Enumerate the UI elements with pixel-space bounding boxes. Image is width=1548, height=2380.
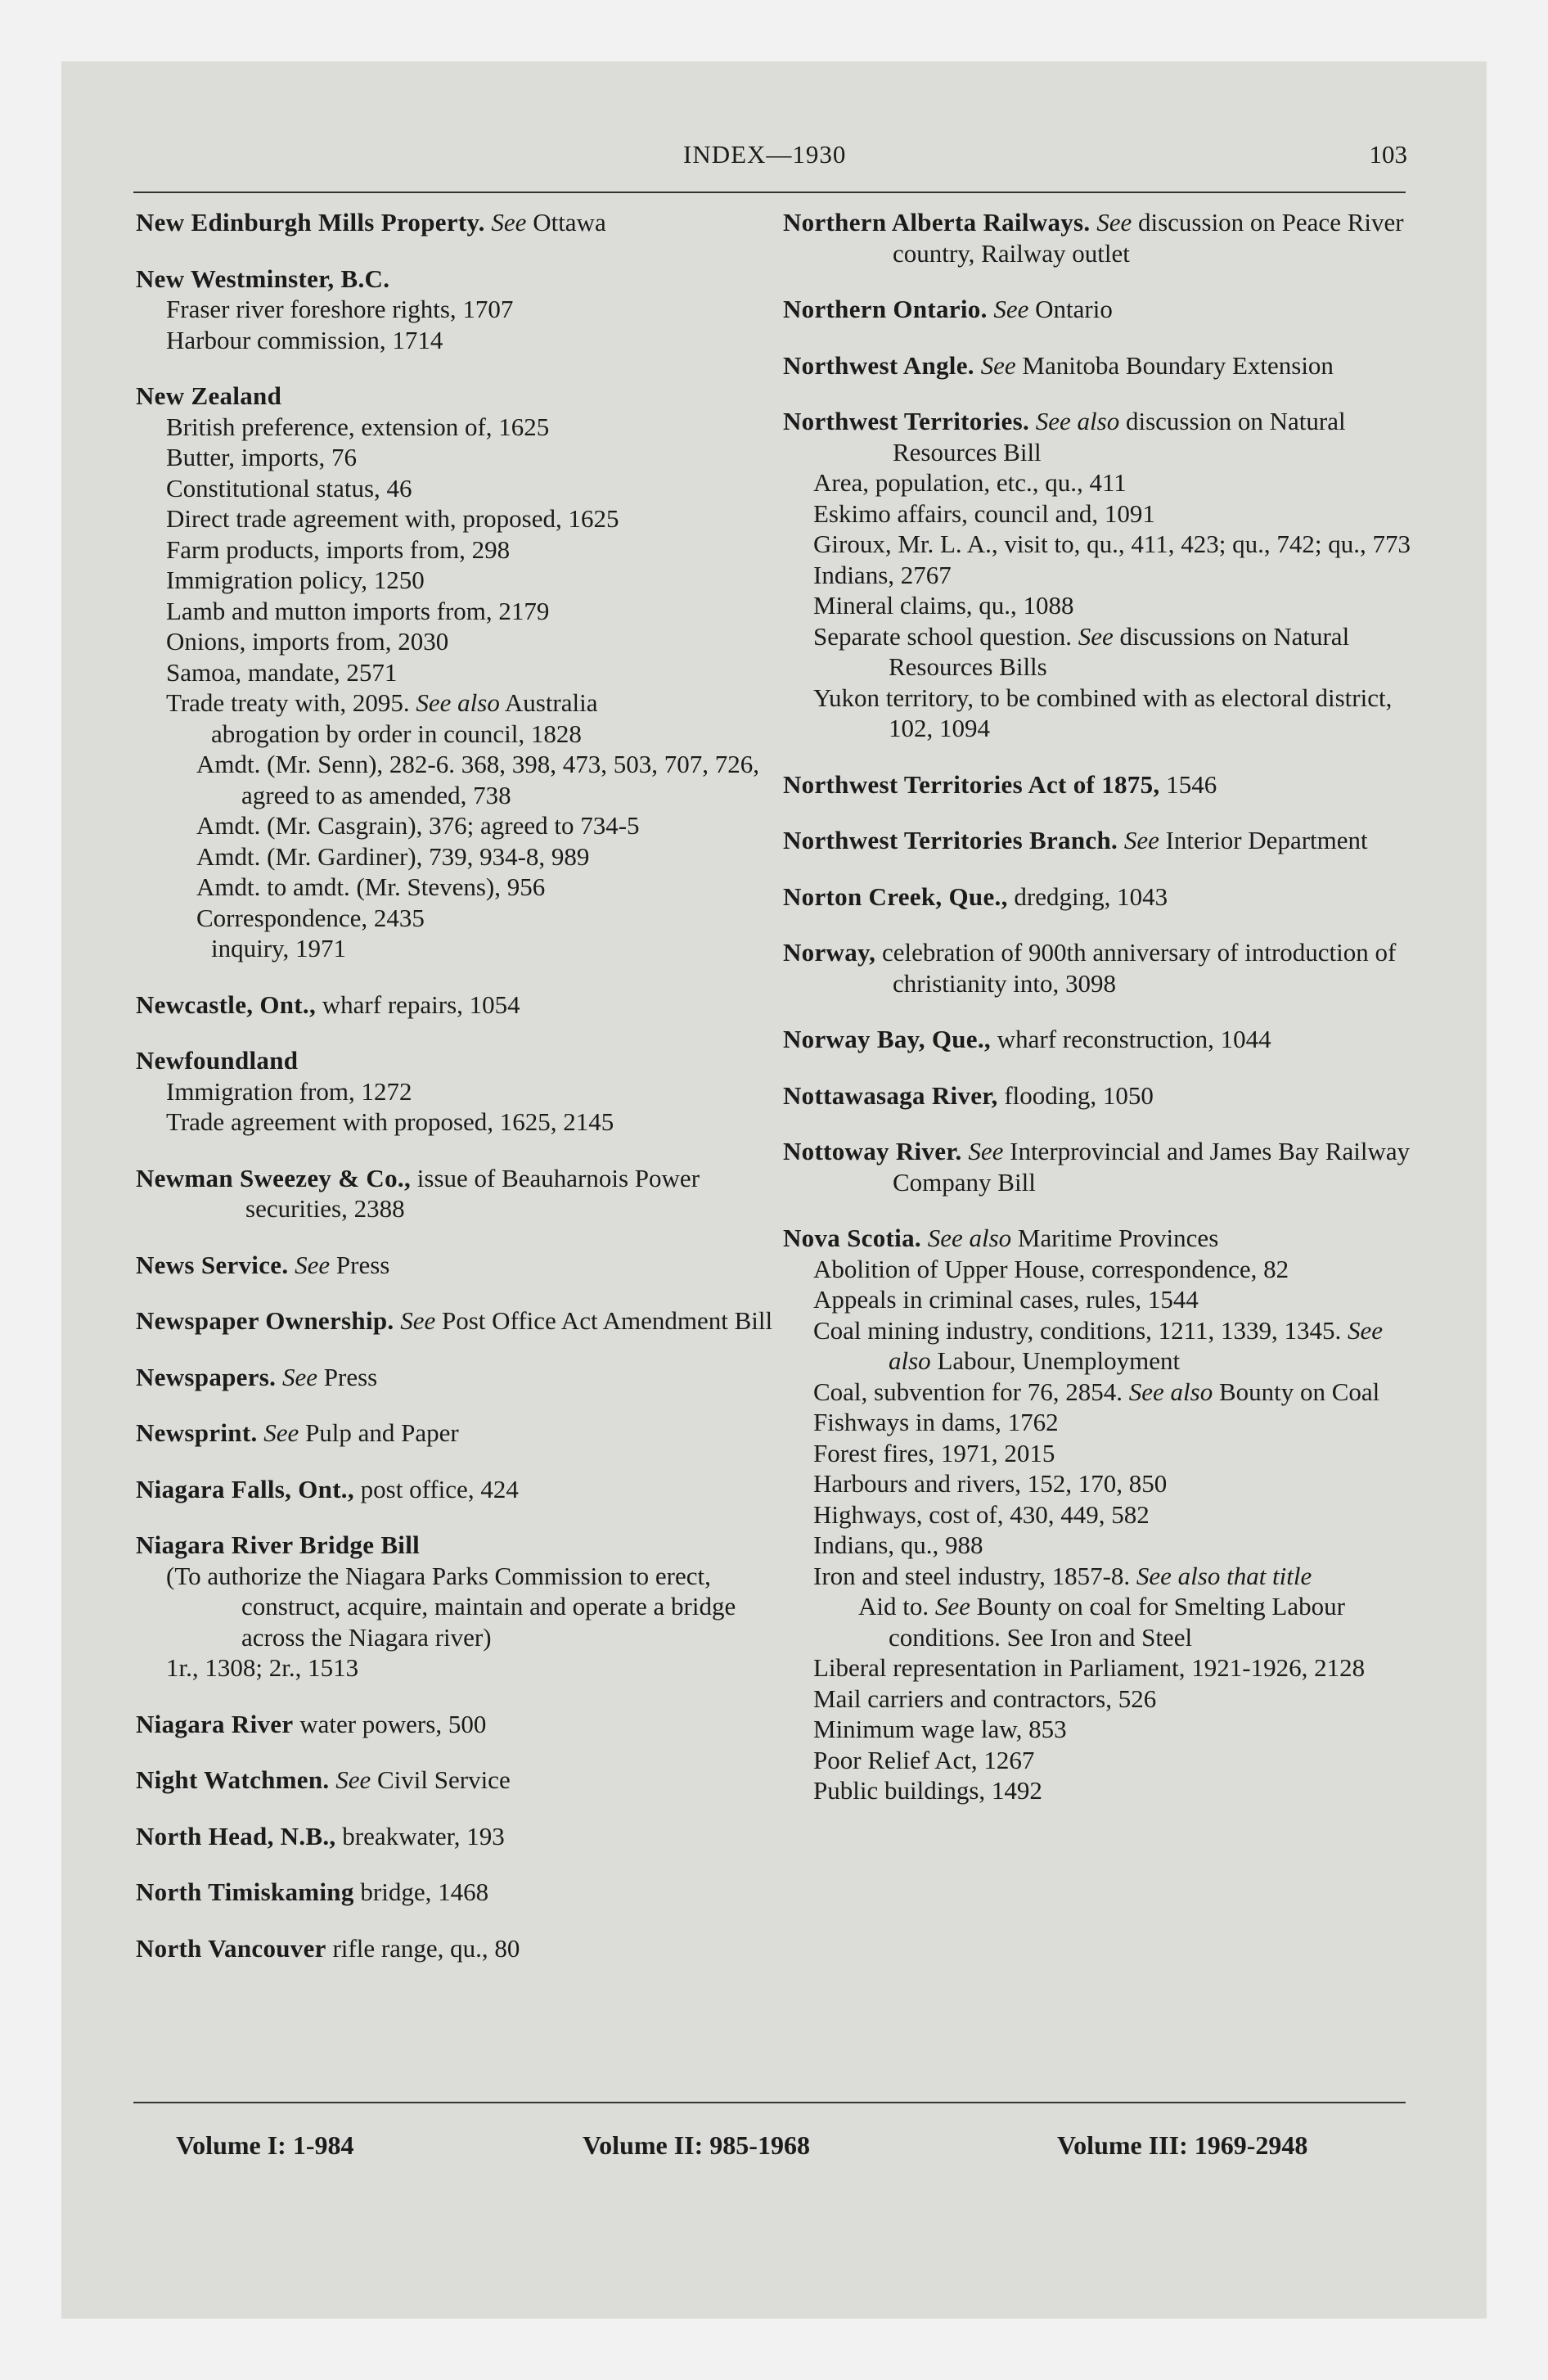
entry-headline <box>783 406 1429 467</box>
entry-headline <box>136 207 782 238</box>
index-entry <box>136 1821 782 1852</box>
entry-heading: Norton Creek, Que., <box>783 881 1008 911</box>
see-reference: See <box>1096 208 1132 237</box>
entry-headline <box>136 381 782 412</box>
subentry-text: Trade agreement with proposed, 1625, 2145 <box>166 1107 614 1136</box>
entry-detail: Press <box>330 1250 390 1279</box>
see-reference: See <box>980 350 1016 380</box>
subentry <box>783 1438 1429 1469</box>
entry-detail: breakwater, 193 <box>335 1821 505 1850</box>
index-entry <box>136 1709 782 1740</box>
subentry-text: Area, population, etc., qu., 411 <box>813 468 1127 497</box>
entry-headline <box>783 1080 1429 1111</box>
entry-headline <box>783 1223 1429 1254</box>
entry-heading: New Zealand <box>136 381 282 410</box>
subentry-text: 1r., 1308; 2r., 1513 <box>166 1653 359 1682</box>
entry-headline <box>136 1362 782 1393</box>
entry-headline <box>136 1765 782 1796</box>
footer-volume-2: Volume II: 985-1968 <box>583 2130 810 2160</box>
subentry <box>136 325 782 356</box>
subentry <box>783 1745 1429 1776</box>
entry-headline <box>783 1024 1429 1055</box>
entry-headline <box>136 264 782 295</box>
subentry-text: Liberal representation in Parliament, 1921-1926, 2128 <box>813 1653 1366 1682</box>
subentry-detail: Bounty on Coal <box>1213 1377 1380 1406</box>
subentry <box>136 1076 782 1107</box>
subentry-text: inquiry, 1971 <box>211 934 347 962</box>
subentry <box>783 1284 1429 1315</box>
subentry <box>783 560 1429 591</box>
subentry-text: Giroux, Mr. L. A., visit to, qu., 411, 423; qu., 742; qu., 773 <box>813 530 1411 558</box>
subentry-text: Farm products, imports from, 298 <box>166 534 511 564</box>
index-entry <box>783 294 1429 325</box>
index-entry <box>136 1250 782 1281</box>
subentry <box>136 841 782 872</box>
entry-detail: Manitoba Boundary Extension <box>1015 350 1334 380</box>
subentry-text: Amdt. (Mr. Gardiner), 739, 934-8, 989 <box>196 841 590 871</box>
entry-heading: North Vancouver <box>136 1933 326 1963</box>
subentry <box>783 1530 1429 1561</box>
see-reference: See <box>491 208 527 237</box>
entry-headline <box>136 1530 782 1561</box>
entry-heading: Newfoundland <box>136 1046 299 1075</box>
subentry-text: Samoa, mandate, 2571 <box>166 657 398 687</box>
subentry <box>136 1561 782 1653</box>
see-reference: See also <box>416 688 500 717</box>
subentry-detail: Australia <box>499 688 598 717</box>
index-entry <box>136 1045 782 1138</box>
see-reference: See <box>968 1137 1004 1165</box>
subentry-text: Lamb and mutton imports from, 2179 <box>166 596 550 625</box>
see-reference: See also that title <box>1136 1561 1312 1590</box>
subentry <box>136 294 782 325</box>
subentry-text: Amdt. (Mr. Senn), 282-6. 368, 398, 473, 503, 707, 726, agreed to as amended, 738 <box>196 750 760 809</box>
subentry-text: Appeals in criminal cases, rules, 1544 <box>813 1285 1199 1314</box>
subentry <box>136 442 782 473</box>
subentry <box>136 1107 782 1138</box>
subentry-text: Amdt. (Mr. Casgrain), 376; agreed to 734-5 <box>196 811 640 840</box>
see-reference: See <box>263 1418 299 1447</box>
subentry <box>783 1407 1429 1438</box>
subentry <box>783 1468 1429 1499</box>
footer-divider <box>133 2102 1406 2103</box>
index-entry <box>783 881 1429 913</box>
index-column-left <box>136 207 782 1989</box>
subentry-text: Trade treaty with, 2095. <box>166 688 410 717</box>
index-entry <box>136 989 782 1021</box>
subentry-detail: Labour, Unemployment <box>930 1346 1181 1375</box>
subentry-text: Constitutional status, 46 <box>166 473 412 503</box>
entry-heading: Northern Ontario. <box>783 295 988 323</box>
entry-heading: North Timiskaming <box>136 1877 354 1906</box>
subentry-text: Fraser river foreshore rights, 1707 <box>166 295 514 323</box>
entry-heading: Newman Sweezey & Co., <box>136 1163 412 1192</box>
entry-detail: Ottawa <box>526 208 606 237</box>
subentry <box>136 903 782 934</box>
subentry-detail: Bounty on coal for Smelting Labour conditions. See Iron and Steel <box>889 1592 1345 1652</box>
subentry <box>136 810 782 841</box>
subentry-text: Forest fires, 1971, 2015 <box>813 1438 1055 1467</box>
subentry <box>136 565 782 596</box>
entry-heading: Nova Scotia. <box>783 1224 921 1252</box>
index-entry <box>783 350 1429 381</box>
see-reference: See <box>993 295 1029 323</box>
entry-detail: Maritime Provinces <box>1011 1224 1219 1252</box>
entry-heading: New Westminster, B.C. <box>136 264 390 293</box>
index-entry <box>783 1223 1429 1806</box>
see-reference: See <box>281 1362 317 1391</box>
subentry-detail: discussions on Natural Resources Bills <box>889 621 1350 681</box>
subentry-text: Separate school question. <box>813 621 1072 651</box>
subentry-text: Minimum wage law, 853 <box>813 1715 1067 1743</box>
subentry <box>783 683 1429 744</box>
subentry-text: Indians, qu., 988 <box>813 1530 983 1559</box>
subentry-text: Butter, imports, 76 <box>166 443 357 471</box>
entry-detail: water powers, 500 <box>293 1709 487 1738</box>
entry-heading: Northwest Territories Act of 1875, <box>783 769 1160 799</box>
subentry <box>136 687 782 719</box>
entry-detail: bridge, 1468 <box>353 1877 489 1906</box>
see-reference: See <box>1078 621 1114 651</box>
subentry-text: Immigration from, 1272 <box>166 1076 412 1106</box>
see-reference: See also <box>1035 407 1120 435</box>
subentry <box>783 621 1429 683</box>
subentry-text: Aid to. <box>858 1592 929 1620</box>
index-entry <box>783 1136 1429 1197</box>
subentry-text: Onions, imports from, 2030 <box>166 627 449 656</box>
subentry <box>783 1591 1429 1652</box>
subentry-text: British preference, extension of, 1625 <box>166 412 550 441</box>
entry-detail: discussion on Natural Resources Bill <box>893 407 1346 467</box>
entry-detail: wharf repairs, 1054 <box>316 989 520 1019</box>
header-divider <box>133 192 1406 193</box>
entry-headline <box>783 294 1429 325</box>
index-entry <box>783 825 1429 856</box>
subentry <box>783 1684 1429 1715</box>
entry-detail: flooding, 1050 <box>997 1080 1154 1110</box>
index-entry <box>136 1933 782 1964</box>
subentry-text: Mail carriers and contractors, 526 <box>813 1684 1157 1713</box>
index-entry <box>136 1305 782 1336</box>
subentry-text: (To authorize the Niagara Parks Commission to erect, construct, acquire, maintain and operate a bridge across the Niagara river) <box>166 1561 736 1652</box>
subentry-text: Immigration policy, 1250 <box>166 566 425 594</box>
subentry-text: Iron and steel industry, 1857-8. <box>813 1561 1131 1590</box>
page-number: 103 <box>1369 140 1407 169</box>
entry-headline <box>783 937 1429 998</box>
entry-heading: Norway, <box>783 938 876 967</box>
index-entry <box>783 769 1429 800</box>
entry-headline <box>136 1474 782 1505</box>
index-entry <box>136 1163 782 1224</box>
subentry-text: Fishways in dams, 1762 <box>813 1408 1059 1436</box>
entry-headline <box>136 1418 782 1449</box>
see-reference: See <box>335 1765 371 1794</box>
entry-heading: Newspaper Ownership. <box>136 1306 394 1335</box>
subentry <box>136 933 782 964</box>
entry-detail: post office, 424 <box>353 1474 519 1503</box>
entry-heading: Newcastle, Ont., <box>136 989 317 1019</box>
entry-detail: rifle range, qu., 80 <box>326 1933 520 1963</box>
index-page <box>61 61 1487 2319</box>
index-entry <box>136 264 782 356</box>
subentry <box>136 412 782 443</box>
see-reference: See <box>934 1592 970 1620</box>
footer-volume-3: Volume III: 1969-2948 <box>1057 2130 1308 2160</box>
subentry-text: Abolition of Upper House, correspondence, 82 <box>813 1254 1289 1283</box>
subentry <box>136 626 782 657</box>
entry-detail: Ontario <box>1028 295 1113 323</box>
subentry <box>783 1254 1429 1285</box>
entry-detail: Post Office Act Amendment Bill <box>435 1306 773 1335</box>
entry-heading: Norway Bay, Que., <box>783 1025 991 1053</box>
entry-heading: New Edinburgh Mills Property. <box>136 208 485 237</box>
subentry <box>783 1315 1429 1377</box>
entry-heading: Northwest Angle. <box>783 350 974 380</box>
subentry <box>136 657 782 688</box>
subentry-text: Coal, subvention for 76, 2854. <box>813 1377 1123 1406</box>
subentry-text: abrogation by order in council, 1828 <box>211 719 582 748</box>
entry-headline <box>783 825 1429 856</box>
entry-detail: Civil Service <box>371 1765 511 1794</box>
subentry <box>136 473 782 504</box>
see-reference: See also <box>927 1224 1012 1252</box>
subentry-text: Coal mining industry, conditions, 1211, 1339, 1345. <box>813 1315 1342 1345</box>
subentry-text: Eskimo affairs, council and, 1091 <box>813 498 1155 528</box>
subentry-text: Poor Relief Act, 1267 <box>813 1745 1035 1774</box>
index-entry <box>136 381 782 964</box>
subentry <box>783 1652 1429 1684</box>
subentry <box>136 596 782 627</box>
index-entry <box>783 1080 1429 1111</box>
entry-heading: Northwest Territories. <box>783 407 1030 435</box>
subentry-text: Public buildings, 1492 <box>813 1776 1042 1805</box>
entry-detail: celebration of 900th anniversary of introduction of christianity into, 3098 <box>875 938 1397 998</box>
see-reference: See also <box>1128 1377 1213 1406</box>
subentry-text: Harbours and rivers, 152, 170, 850 <box>813 1469 1168 1498</box>
entry-detail: Interprovincial and James Bay Railway Company Bill <box>893 1137 1411 1197</box>
entry-detail: Press <box>317 1362 378 1391</box>
entry-heading: Niagara River Bridge Bill <box>136 1530 421 1559</box>
index-entry <box>136 1362 782 1393</box>
subentry <box>783 529 1429 560</box>
entry-heading: North Head, N.B., <box>136 1821 336 1850</box>
entry-heading: Northwest Territories Branch. <box>783 826 1118 854</box>
entry-headline <box>136 1163 782 1224</box>
subentry <box>783 1775 1429 1806</box>
entry-heading: News Service. <box>136 1250 289 1279</box>
subentry-text: Correspondence, 2435 <box>196 903 425 932</box>
subentry <box>136 1652 782 1684</box>
see-reference: See <box>1123 826 1159 854</box>
entry-headline <box>136 1045 782 1076</box>
subentry-text: Harbour commission, 1714 <box>166 325 443 354</box>
entry-heading: Newspapers. <box>136 1362 277 1391</box>
subentry-text: Mineral claims, qu., 1088 <box>813 591 1074 620</box>
subentry <box>783 1714 1429 1745</box>
entry-detail: dredging, 1043 <box>1007 881 1168 911</box>
subentry <box>783 498 1429 530</box>
subentry <box>136 719 782 750</box>
subentry <box>783 1377 1429 1408</box>
entry-detail: 1546 <box>1159 769 1217 799</box>
subentry <box>136 872 782 903</box>
entry-headline <box>783 207 1429 268</box>
page-title: INDEX—1930 <box>683 140 847 169</box>
entry-heading: Northern Alberta Railways. <box>783 208 1091 237</box>
subentry <box>136 534 782 566</box>
index-column-right <box>783 207 1429 1832</box>
see-reference: See also <box>889 1315 1384 1375</box>
subentry <box>783 1561 1429 1592</box>
subentry-text: Indians, 2767 <box>813 560 952 589</box>
entry-headline <box>136 1821 782 1852</box>
subentry <box>136 503 782 534</box>
entry-heading: Niagara Falls, Ont., <box>136 1474 354 1503</box>
entry-detail: discussion on Peace River country, Railway outlet <box>893 208 1404 268</box>
index-entry <box>136 1530 782 1684</box>
entry-headline <box>136 1709 782 1740</box>
entry-headline <box>136 1305 782 1336</box>
index-entry <box>136 1765 782 1796</box>
entry-headline <box>783 1136 1429 1197</box>
subentry-text: Amdt. to amdt. (Mr. Stevens), 956 <box>196 872 546 901</box>
index-entry <box>136 1877 782 1908</box>
index-entry <box>783 207 1429 268</box>
subentry-text: Yukon territory, to be combined with as electoral district, 102, 1094 <box>813 683 1393 742</box>
index-entry <box>136 1418 782 1449</box>
index-entry <box>783 406 1429 744</box>
subentry-text: Direct trade agreement with, proposed, 1625 <box>166 504 619 533</box>
entry-heading: Nottawasaga River, <box>783 1080 998 1110</box>
subentry <box>783 1499 1429 1530</box>
entry-detail: wharf reconstruction, 1044 <box>990 1025 1271 1053</box>
entry-heading: Newsprint. <box>136 1418 258 1447</box>
entry-headline <box>783 350 1429 381</box>
index-entry <box>783 937 1429 998</box>
index-entry <box>136 207 782 238</box>
entry-heading: Nottoway River. <box>783 1137 962 1165</box>
subentry <box>783 590 1429 621</box>
entry-headline <box>783 881 1429 913</box>
entry-headline <box>136 1933 782 1964</box>
entry-detail: Pulp and Paper <box>299 1418 459 1447</box>
see-reference: See <box>295 1250 331 1279</box>
subentry <box>136 749 782 810</box>
entry-headline <box>136 1250 782 1281</box>
entry-headline <box>136 1877 782 1908</box>
entry-heading: Niagara River <box>136 1709 294 1738</box>
entry-heading: Night Watchmen. <box>136 1765 330 1794</box>
subentry <box>783 467 1429 498</box>
see-reference: See <box>400 1306 436 1335</box>
footer-volume-1: Volume I: 1-984 <box>176 2130 354 2160</box>
subentry-text: Highways, cost of, 430, 449, 582 <box>813 1499 1150 1529</box>
entry-headline <box>783 769 1429 800</box>
entry-detail: Interior Department <box>1159 826 1368 854</box>
entry-detail: issue of Beauharnois Power securities, 2388 <box>245 1163 700 1223</box>
index-entry <box>783 1024 1429 1055</box>
entry-headline <box>136 989 782 1021</box>
index-entry <box>136 1474 782 1505</box>
